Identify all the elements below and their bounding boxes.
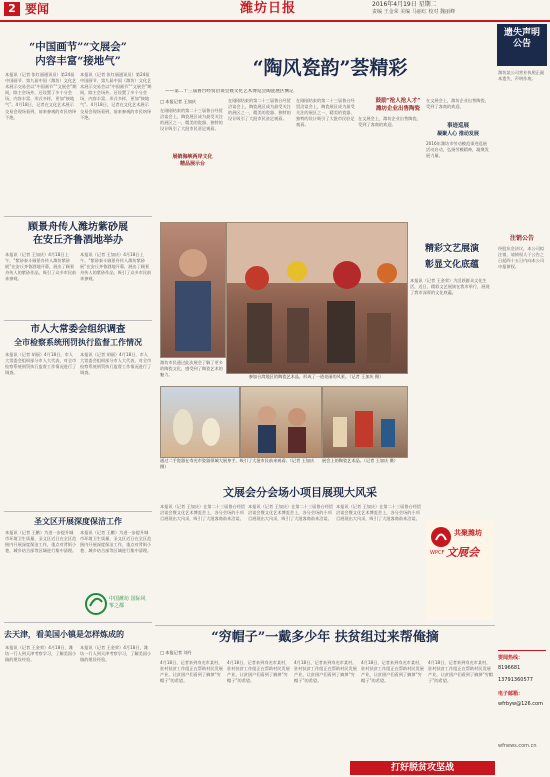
story2-headline: 顾景舟传人潍坊紫砂展 — [28, 222, 128, 233]
lead-subheadline: ——第二十三届鲁台经贸洽谈会暨文化艺术博览会陶瓷展区侧记 — [165, 89, 294, 94]
divider — [4, 622, 152, 623]
exhibition-photo-icon — [227, 223, 407, 373]
paper-name: 潍坊日报 — [240, 1, 297, 16]
divider — [155, 625, 495, 626]
divider — [4, 511, 152, 512]
right-sub1-title: 鼓励“抢人抢人才” — [375, 98, 421, 104]
story1-headline: “中国画节”“文展会” — [29, 41, 127, 53]
hotline-label-2: 电子邮箱： — [498, 691, 524, 697]
ad-slogan: 文展会 — [446, 546, 479, 559]
side-photo — [160, 222, 226, 358]
story1-subheadline: 内容丰富“接地气” — [35, 55, 121, 67]
hotline-email: wfrbyw@126.com — [498, 701, 543, 707]
story4-headline: 圣文区开展深度保洁工作 — [34, 516, 122, 526]
notice-header — [497, 24, 547, 66]
divider — [4, 320, 152, 321]
right-sub3-subtitle: 彰显文化底蕴 — [424, 260, 479, 270]
story4-body-a: 本报讯（记者 王鹏）为进一步提升城市环境卫生质量，圣文区近日在全区范围内开展深度保洁工作，重点对背街小巷、城乡结合部等区域进行集中清理。 — [5, 530, 77, 554]
page-number: 2 — [4, 2, 20, 16]
main-photo-caption: 参加台湾地区的陶瓷艺术品，形成了一道亮丽的风景。（记者 王加庆 摄） — [248, 374, 384, 379]
story5-body-b: 本报讯（记者 王金荣）4月18日，潍坊一行人到天津考察学习，了解美国小镇的建设经验。 — [80, 645, 152, 663]
lead-intro-b: 在刚刚结束的第二十三届鲁台经贸洽谈会上，陶瓷展区成为最受关注的展区之一，精美的瓷器、独特的设计吸引了大批市民驻足观看。 — [228, 98, 291, 122]
second-body-c: 本报讯（记者 王加庆）在第二十三届鲁台经贸洽谈会暨文化艺术博览会上，各分会场的小项目展现出大风采，吸引了大批客商前来洽谈。 — [336, 504, 422, 522]
logo-caption: 中国潍坊 国际风筝之都 — [109, 596, 146, 609]
second-headline: 文展会分会场小项目展现大风采 — [223, 486, 377, 499]
masthead — [0, 0, 550, 20]
lead-byline: □ 本报记者 王加庆 — [160, 99, 196, 104]
right-sub1-body-a: 在文展会上，潍坊企业出售陶瓷，受到了客商的欢迎。 — [358, 116, 421, 128]
bottom-byline: □ 本报记者 刘丹 — [160, 650, 192, 655]
second-body-a: 本报讯（记者 王加庆）在第二十三届鲁台经贸洽谈会暨文化艺术博览会上，各分会场的小项目展现出大风采，吸引了大批客商前来洽谈。 — [160, 504, 246, 522]
photo3-caption: 展会上的陶瓷艺术品。（记者 王加庆 摄） — [322, 458, 398, 463]
story2-body-b: 本报讯（记者 王加庆）4月18日上午，“紫砂泰斗顾景舟传人潍坊紫砂展”在安丘齐鲁酒地开幕，展出了顾景舟传人的紫砂作品，吸引了众多市民前来参观。 — [80, 252, 152, 282]
header-rule — [0, 20, 550, 22]
bottom-body-a: 4月18日，记者来到寿光市某村，驻村扶贫工作组正在帮助村民发展产业，让贫困户们看到了摘掉“穷帽子”的希望。 — [160, 660, 223, 684]
story5-body-a: 本报讯（记者 王金荣）4月18日，潍坊一行人到天津考察学习，了解美国小镇的建设经验。 — [5, 645, 77, 663]
bottom-body-d: 4月18日，记者来到寿光市某村，驻村扶贫工作组正在帮助村民发展产业，让贫困户们看到了摘掉“穷帽子”的希望。 — [361, 660, 424, 684]
ad-org: WPCF — [430, 550, 445, 556]
bottom-banner-text: 打好脱贫攻坚战 — [390, 763, 454, 773]
bottom-banner — [350, 761, 495, 775]
ceramics-photo-icon — [323, 387, 407, 457]
notice-body-a: 潍坊某公司营业执照正副本遗失，声明作废。 — [498, 70, 545, 82]
expo-logo-icon — [430, 526, 452, 548]
lead-intro-c: 在刚刚结束的第二十三届鲁台经贸洽谈会上，陶瓷展区成为最受关注的展区之一，精美的瓷器、独特的设计吸引了大批市民驻足观看。 — [296, 98, 355, 128]
story3-subheadline: 全市检察系统刑罚执行监督工作情况 — [14, 337, 142, 347]
photo-4 — [322, 386, 408, 458]
lead-headline: “陶风瓷韵”荟精彩 — [252, 57, 408, 79]
vase-photo-icon — [161, 387, 239, 457]
main-photo — [226, 222, 408, 374]
right-sub3-body: 本报讯（记者 王金荣）为活跃群众文化生活，近日，精彩文艺展演在我市举行，展现了我市深厚的文化底蕴。 — [410, 278, 490, 296]
divider — [4, 216, 152, 217]
right-sub1-subtitle: 潍坊企业出售陶瓷 — [375, 106, 420, 112]
notice-header-title: 遗失声明 公告 — [503, 28, 540, 49]
bottom-body-b: 4月18日，记者来到寿光市某村，驻村扶贫工作组正在帮助村民发展产业，让贫困户们看到了摘掉“穷帽子”的希望。 — [227, 660, 290, 684]
side-photo-text: 潍坊市民通过此次展会了解了更多的陶瓷文化，感受到了陶瓷艺术的魅力。 — [160, 360, 223, 378]
story3-body-a: 本报讯（记者 胡丽）4月18日，市人大常委会组织部分市人大代表，对全市检察系统刑罚执行监督工作情况进行了调查。 — [5, 352, 77, 376]
notice-body-b: 经股东会决议，本公司拟注销，请债权人于公告之日起四十五日内向本公司申报债权。 — [498, 246, 545, 270]
bottom-headline: “穷帽子”一戴多少年 扶贫组过来帮俺摘 — [211, 630, 439, 645]
right-sub1-body-b: 在文展会上，潍坊企业出售陶瓷，受到了客商的欢迎。 — [426, 98, 489, 110]
sub1-title: 展销海峡两岸文化 — [172, 154, 213, 160]
section-name: 要闻 — [25, 2, 50, 16]
right-sub2-title: 事迹巡展 — [446, 123, 469, 129]
date-line: 2016年4月19日 星期二 — [372, 1, 437, 8]
story3-body-b: 本报讯（记者 胡丽）4月18日，市人大常委会组织部分市人大代表，对全市检察系统刑罚执行监督工作情况进行了调查。 — [80, 352, 152, 376]
story4-body-b: 本报讯（记者 王鹏）为进一步提升城市环境卫生质量，圣文区近日在全区范围内开展深度保洁工作，重点对背街小巷、城乡结合部等区域进行集中清理。 — [80, 530, 152, 554]
sub1-subtitle: 精品展示台 — [179, 161, 205, 167]
story5-headline: 去天津，看美国小镇是怎样炼成的 — [4, 629, 124, 639]
visitors-photo-icon — [161, 223, 225, 357]
ad-logo-text: 共聚潍坊 — [454, 528, 482, 537]
story3-headline: 市人大常委会组织调查 — [30, 324, 126, 335]
right-sub2-body: 2016年潍坊市劳动模范事迹巡展活动启动，弘扬劳模精神，凝聚发展力量。 — [426, 141, 489, 159]
photo2-caption: 通过二手瓷器在寿光市瓷器领域大展身手，吸引了大批市民前来观看。（记者 王加庆 摄） — [160, 458, 315, 469]
second-body-b: 本报讯（记者 王加庆）在第二十三届鲁台经贸洽谈会暨文化艺术博览会上，各分会场的小项目展现出大风采，吸引了大批客商前来洽谈。 — [248, 504, 334, 522]
story1-body-b: 本报讯（记者 张红丽通讯员）第24届中国画节、第九届中国（潍坊）文化艺术展示交易会以“中国画节”“文展会”期间，除主会场外，还设置了多个分会场，内容丰富、形式多样，更加“接地气”。4月18日，记者在文化艺术展示交易会现场看到，前来参观的市民络绎不绝。 — [80, 72, 152, 120]
bottom-body-e: 4月18日，记者来到寿光市某村，驻村扶贫工作组正在帮助村民发展产业，让贫困户们看到了摘掉“穷帽子”的希望。 — [428, 660, 493, 684]
hotline-number-2: 13791360577 — [498, 677, 533, 683]
story1-body-a: 本报讯（记者 张红丽通讯员）第24届中国画节、第九届中国（潍坊）文化艺术展示交易会以“中国画节”“文展会”期间，除主会场外，还设置了多个分会场，内容丰富、形式多样，更加“接地气”。4月18日，记者在文化艺术展示交易会现场看到，前来参观的市民络绎不绝。 — [5, 72, 77, 120]
people-photo-icon — [241, 387, 321, 457]
right-sub2-subtitle: 凝聚人心 推动发展 — [437, 131, 479, 137]
hotline-number-1: 8196681 — [498, 665, 521, 671]
hotline-label-1: 要闻热线： — [498, 655, 524, 661]
story2-body-a: 本报讯（记者 王加庆）4月18日上午，“紫砂泰斗顾景舟传人潍坊紫砂展”在安丘齐鲁酒地开幕，展出了顾景舟传人的紫砂作品，吸引了众多市民前来参观。 — [5, 252, 77, 282]
right-sub3-title: 精彩文艺展演 — [424, 244, 479, 254]
expo-ad — [426, 520, 494, 620]
site-url: wfnews.com.cn — [498, 743, 537, 749]
bottom-body-c: 4月18日，记者来到寿光市某村，驻村扶贫工作组正在帮助村民发展产业，让贫困户们看到了摘掉“穷帽子”的希望。 — [294, 660, 357, 684]
notice-title-2: 注销公告 — [509, 235, 534, 242]
photo-2 — [160, 386, 240, 458]
story2-subheadline: 在安丘齐鲁酒地举办 — [33, 235, 123, 246]
hotline-box — [498, 650, 546, 771]
editor-line: 责编 王金荣 美编 马丽红 校对 魏丽峰 — [372, 9, 455, 15]
city-logo — [82, 590, 150, 618]
photo-3 — [240, 386, 322, 458]
lead-intro-a: 在刚刚结束的第二十三届鲁台经贸洽谈会上，陶瓷展区成为最受关注的展区之一，精美的瓷器、独特的设计吸引了大批市民驻足观看。 — [160, 108, 223, 132]
